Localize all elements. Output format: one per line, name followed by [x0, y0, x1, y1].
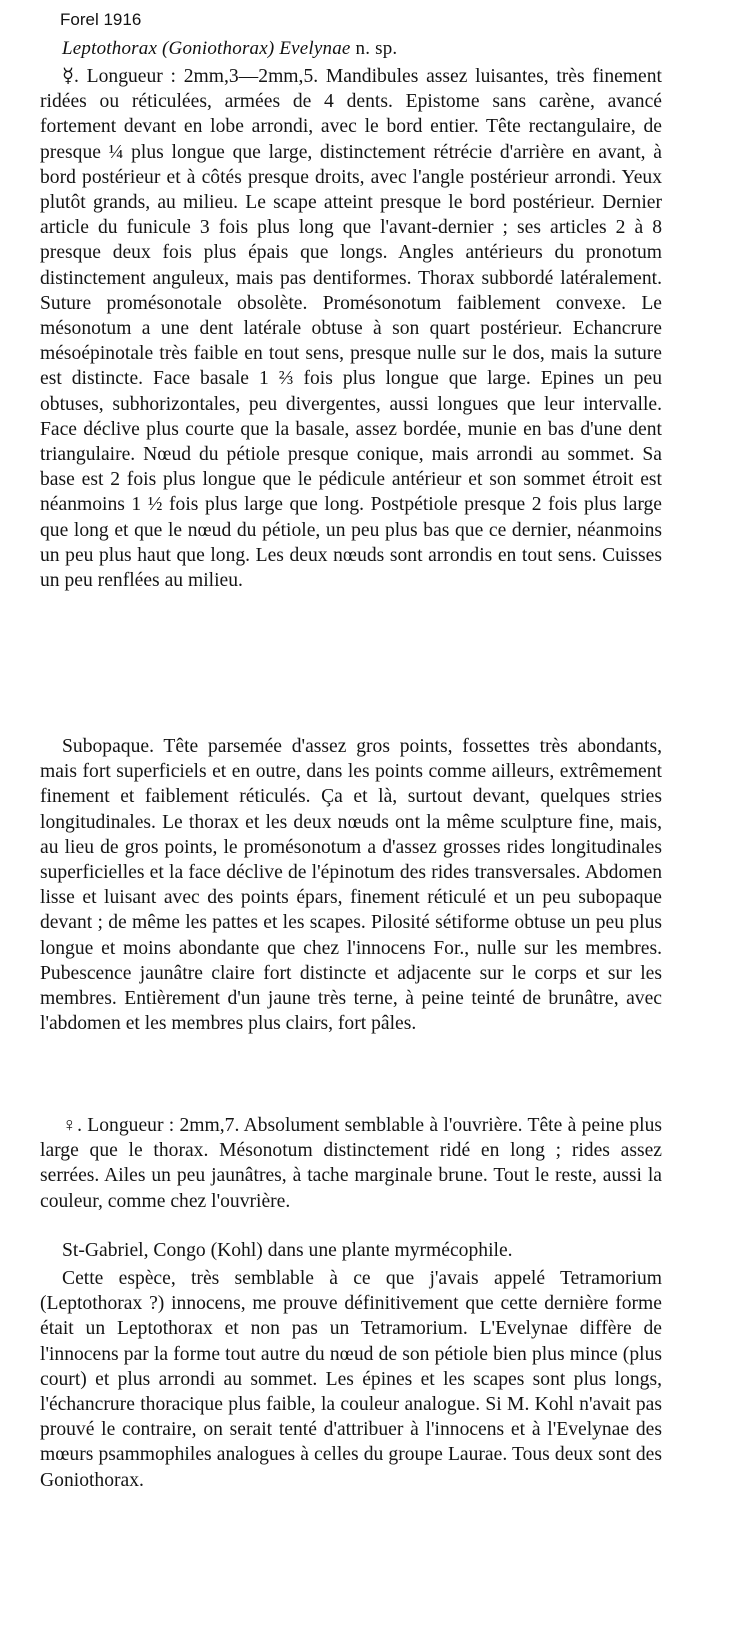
species-name: Leptothorax (Goniothorax) Evelynae	[62, 38, 351, 59]
sculpture-description	[40, 734, 662, 1036]
source-note: Forel 1916	[60, 10, 142, 29]
female-description	[40, 1113, 662, 1214]
species-suffix: n. sp.	[350, 38, 398, 59]
remarks-paragraph: Cette espèce, très semblable à ce que j'avais appelé Tetramorium (Leptothorax ?) innocens, me prouve définitivement que cette dernière forme était un Leptothorax et non pas un Tetramorium. L'Evelynae diffère de l'innocens par la forme tout autre du nœud de son pétiole bien plus mince (plus court) et plus arrondi au sommet. Les épines et les scapes sont plus longs, l'échancrure thoracique plus faible, la couleur analogue. Si M. Kohl n'avait pas prouvé le contraire, on serait tenté d'attribuer à l'innocens et à l'Evelynae des mœurs psammophiles analogues à celles du groupe Laurae. Tous deux sont des Goniothorax.	[40, 1268, 662, 1491]
worker-paragraph: ☿. Longueur : 2mm,3—2mm,5. Mandibules assez luisantes, très finement ridées ou réticulées, armées de 4 dents. Epistome sans carène, avancé fortement devant en lobe arrondi, avec le bord entier. Tête rectangulaire, de presque ¼ plus longue que large, distinctement rétrécie d'arrière en avant, à bord postérieur et à côtés presque droits, avec l'angle postérieur arrondi. Yeux plutôt grands, au milieu. Le scape atteint presque le bord postérieur. Dernier article du funicule 3 fois plus long que l'avant-dernier ; ses articles 2 à 8 presque deux fois plus épais que longs. Angles antérieurs du pronotum distinctement anguleux, mais pas dentiformes. Thorax subbordé latéralement. Suture promésonotale obsolète. Promésonotum faiblement convexe. Le mésonotum a une dent latérale obtuse à son quart postérieur. Echancrure mésoépinotale très faible en tout sens, presque nulle sur le dos, mais la suture est distincte. Face basale 1 ⅔ fois plus longue que large. Epines un peu obtuses, subhorizontales, peu divergentes, aussi longues que leur intervalle. Face déclive plus courte que la basale, assez bordée, munie en bas d'une dent triangulaire. Nœud du pétiole presque conique, mais arrondi au sommet. Sa base est 2 fois plus longue que le pédicule antérieur et son sommet étroit est néanmoins 1 ½ fois plus large que long. Postpétiole presque 2 fois plus large que long et que le nœud du pétiole, un peu plus bas que ce dernier, néanmoins un peu plus haut que long. Les deux nœuds sont arrondis en tout sens. Cuisses un peu renflées au milieu.	[40, 66, 662, 592]
worker-description	[40, 64, 662, 593]
remarks-section	[40, 1266, 662, 1493]
sculpture-paragraph: Subopaque. Tête parsemée d'assez gros points, fossettes très abondants, mais fort superficiels et en outre, dans les points comme ailleurs, extrêmement finement et faiblement réticulés. Ça et là, surtout devant, quelques stries longitudinales. Le thorax et les deux nœuds ont la même sculpture fine, mais, au lieu de gros points, le promésonotum a d'assez grosses rides longitudinales superficielles et la face déclive de l'épinotum des rides transversales. Abdomen lisse et luisant avec des points épars, finement réticulé et un peu subopaque devant ; de même les pattes et les scapes. Pilosité sétiforme obtuse un peu plus longue et moins abondante que chez l'innocens For., nulle sur les membres. Pubescence jaunâtre claire fort distincte et adjacente sur le corps et sur les membres. Entièrement d'un jaune très terne, à peine teinté de brunâtre, avec l'abdomen et les membres plus clairs, fort pâles.	[40, 736, 662, 1035]
species-title	[62, 38, 397, 60]
locality-line	[40, 1238, 662, 1263]
locality-paragraph: St-Gabriel, Congo (Kohl) dans une plante myrmécophile.	[62, 1240, 513, 1261]
female-paragraph: ♀. Longueur : 2mm,7. Absolument semblable à l'ouvrière. Tête à peine plus large que le thorax. Mésonotum distinctement ridé en long ; rides assez serrées. Ailes un peu jaunâtres, à tache marginale brune. Tout le reste, aussi la couleur, comme chez l'ouvrière.	[40, 1115, 662, 1212]
